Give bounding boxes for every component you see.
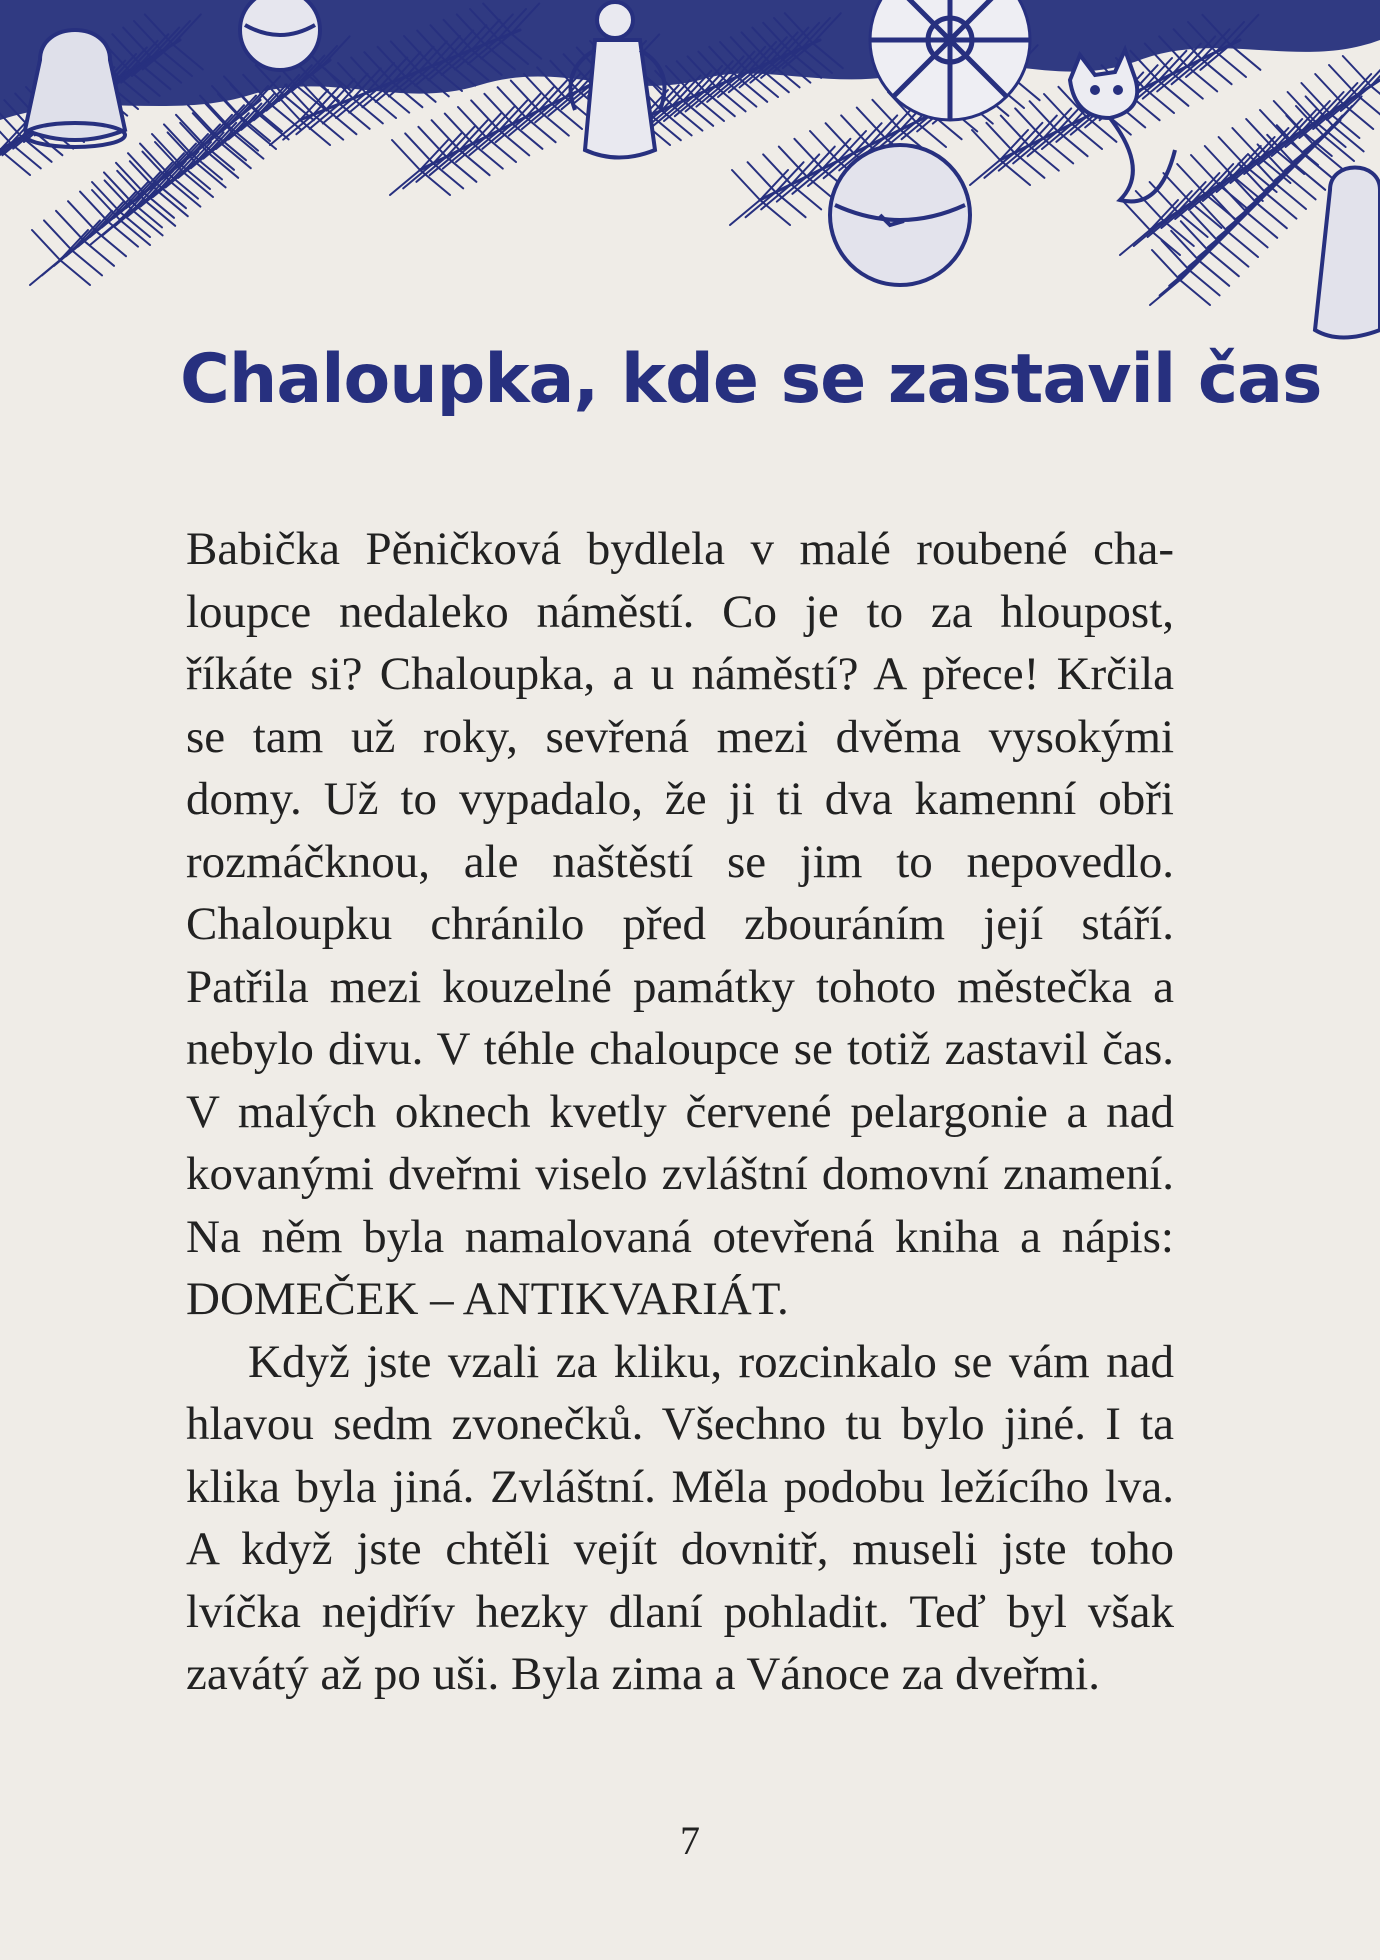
paragraph: Babička Pěničková bydlela v malé roubené chaloupce nedaleko náměstí. Co je to za hloupost, říkáte si? Chaloupka, a u náměstí? A přece! Krčila se tam už roky, sevřená mezi dvěma vysokými domy. Už to vypadalo, že ji ti dva kamenní obři rozmáčknou, ale naštěstí se jim to nepovedlo. Chaloupku chránilo před zbouráním její stáří. Patřila mezi kouzelné památky tohoto městečka a nebylo divu. V téhle chaloupce se totiž zastavil čas. V malých oknech kvetly červené pelargonie a nad kovanými dveřmi viselo zvláštní domovní znamení. Na něm byla namalovaná otevřená kniha a nápis: DOMEČEK – ANTIKVARIÁT.	[186, 523, 1174, 1325]
paragraph: Když jste vzali za kliku, rozcinkalo se vám nad hlavou sedm zvonečků. Všechno tu bylo jiné. I ta klika byla jiná. Zvláštní. Měla podobu ležícího lva. A když jste chtěli vejít dovnitř, museli jste toho lvíčka nejdřív hezky dlaní pohladit. Teď byl však zavátý až po uši. Byla zima a Vánoce za dveřmi.	[186, 1335, 1174, 1700]
snowflake-ornament-icon	[870, 0, 1030, 120]
page-number: 7	[680, 1818, 700, 1863]
large-ball-ornament-icon	[830, 145, 970, 285]
christmas-garland-illustration	[0, 0, 1380, 360]
bell-ornament-icon-right	[1315, 168, 1380, 338]
chapter-title: Chaloupka, kde se zastavil čas	[180, 340, 1322, 419]
chapter-body	[186, 518, 1174, 1706]
ball-ornament-icon	[240, 0, 320, 70]
